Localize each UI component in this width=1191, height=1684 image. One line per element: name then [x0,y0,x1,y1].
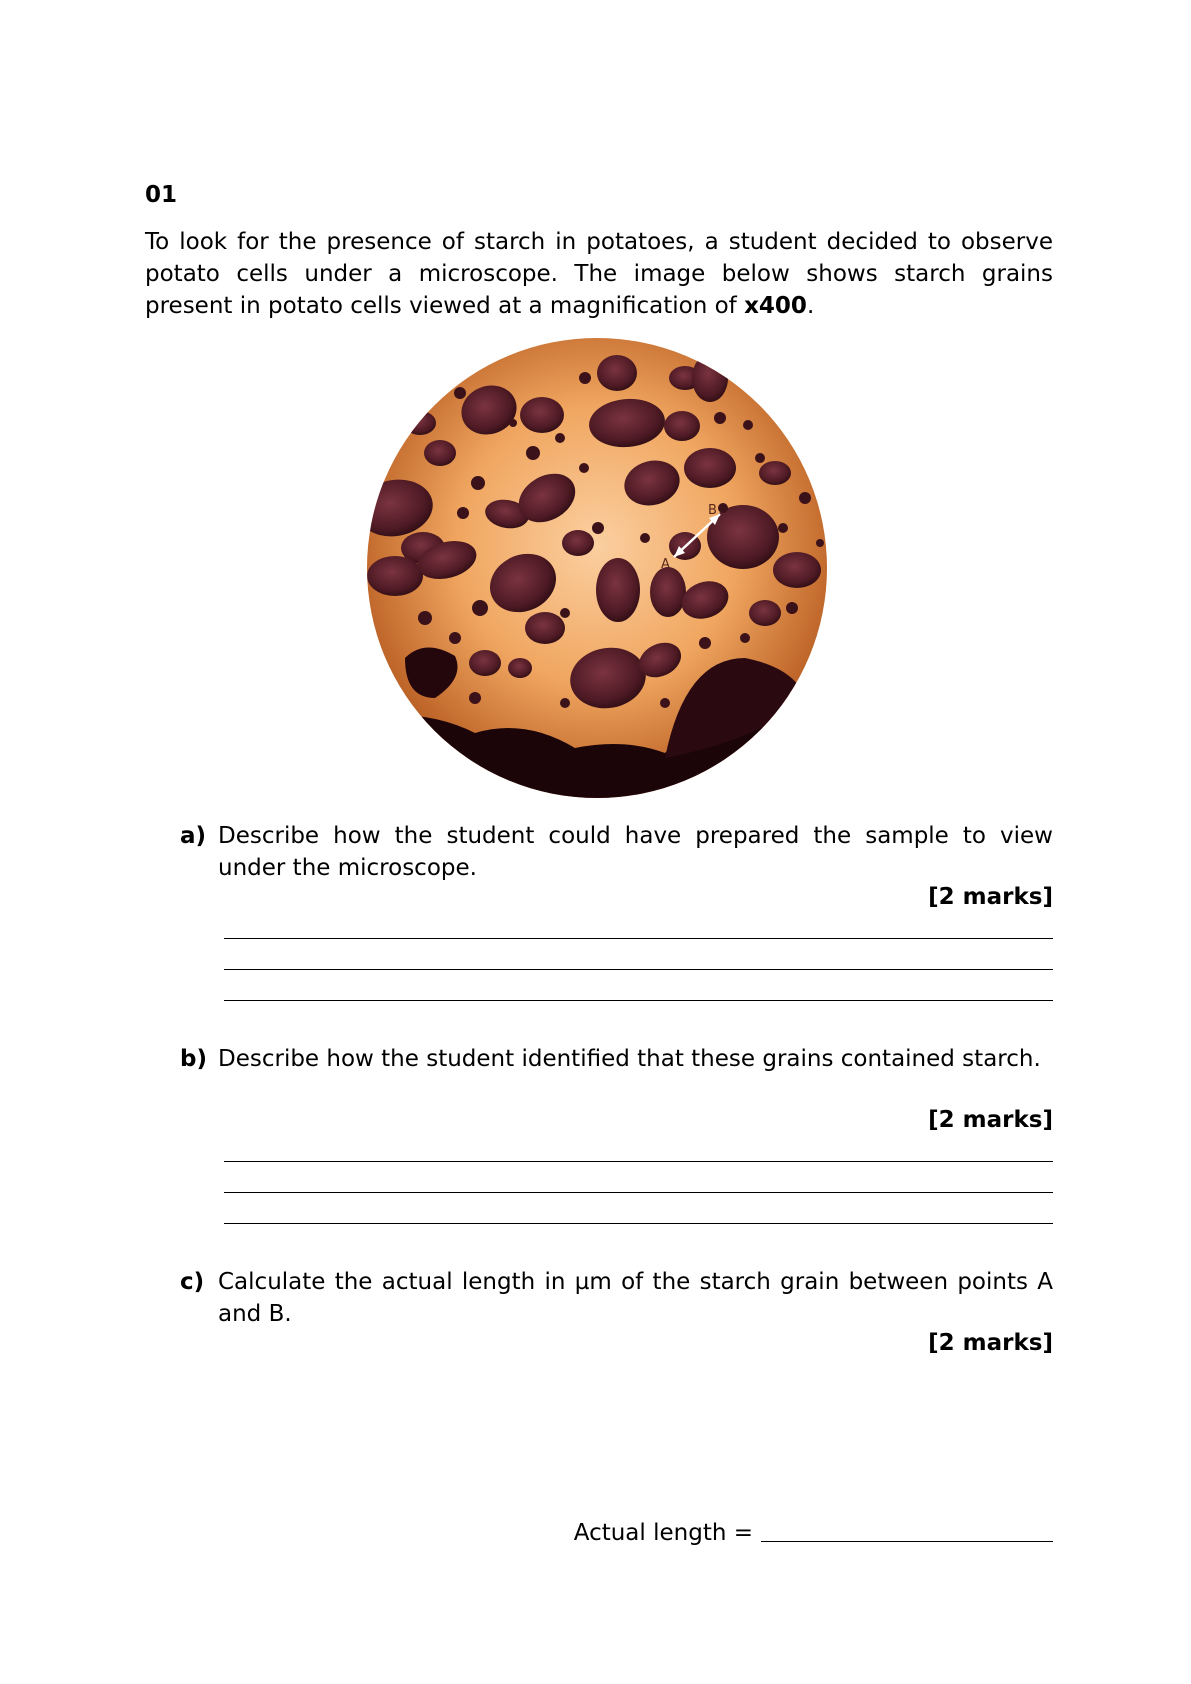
marks-label: [2 marks] [928,1330,1053,1356]
marks-label: [2 marks] [928,884,1053,910]
microscope-image [365,338,829,798]
intro-magnification: x400 [744,293,807,319]
answer-line[interactable] [224,969,1053,970]
part-text: Describe how the student identified that these grains contained starch. [218,1046,1041,1072]
part-text: Calculate the actual length in µm of the starch grain between points A and B. [218,1269,1053,1327]
final-answer-line[interactable] [761,1541,1053,1542]
intro-text: To look for the presence of starch in potatoes, a student decided to observe potato cells under a microscope. The image below shows starch grains present in potato cells viewed at a magnification of [145,229,1053,319]
part-letter: a) [180,823,207,849]
microscope-view [365,338,829,798]
marks-label: [2 marks] [928,1107,1053,1133]
intro-end: . [806,293,815,319]
part-text: Describe how the student could have prepared the sample to view under the microscope. [218,823,1053,881]
answer-line[interactable] [224,1192,1053,1193]
point-b-label: B [708,503,717,518]
final-answer-row [574,1518,1053,1548]
question-intro [145,226,1053,322]
part-letter: b) [180,1046,207,1072]
point-a-label: A [661,557,670,572]
answer-line[interactable] [224,1223,1053,1224]
answer-line[interactable] [224,938,1053,939]
question-number: 01 [145,182,178,208]
part-letter: c) [180,1269,205,1295]
final-answer-label: Actual length = [573,1520,753,1546]
answer-line[interactable] [224,1161,1053,1162]
answer-line[interactable] [224,1000,1053,1001]
